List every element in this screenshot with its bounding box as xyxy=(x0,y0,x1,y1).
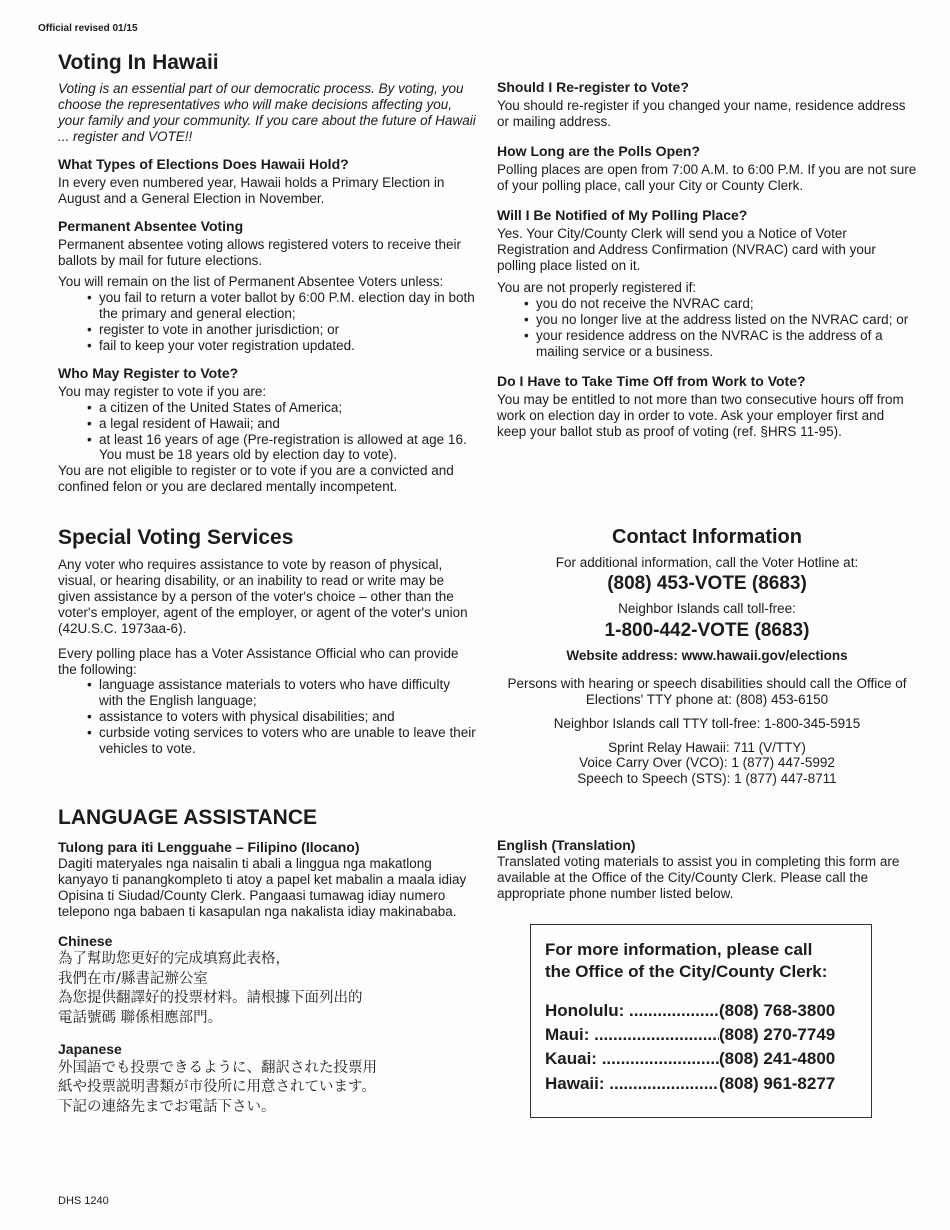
reregister-text: You should re-register if you changed your name, residence address or mailing address. xyxy=(497,98,906,130)
absentee-section xyxy=(58,217,476,354)
website-address: Website address: www.hawaii.gov/elections xyxy=(566,647,848,663)
time-off-section xyxy=(497,372,917,440)
election-types-text: In every even numbered year, Hawaii holds a Primary Election in August and a General Election in November. xyxy=(58,175,445,206)
time-off-text: You may be entitled to not more than two consecutive hours off from work on election day in order to vote. Ask your employer first and keep your ballot stub as proof of voting (ref. §HRS 11-95). xyxy=(497,391,904,439)
who-register-heading: Who May Register to Vote? xyxy=(58,364,239,381)
county-name: Honolulu: ..... xyxy=(545,999,719,1023)
chinese-line: 我們在市/縣書記辦公室 xyxy=(58,970,208,987)
clerk-phone-list xyxy=(545,999,871,1096)
chinese-heading: Chinese xyxy=(58,932,113,949)
english-text: Translated voting materials to assist you in completing this form are available at the Office of the City/County Clerk. Please call the appropriate phone number listed below. xyxy=(497,854,900,902)
list-item: • you fail to return a voter ballot by 6:00 P.M. election day in both the primary and general election; xyxy=(58,290,476,322)
list-item: • at least 16 years of age (Pre-registration is allowed at age 16. You must be 18 years old by election day to vote). xyxy=(58,432,476,464)
language-assistance-section xyxy=(58,806,476,1117)
absentee-text: Permanent absentee voting allows registered voters to receive their ballots by mail for future elections. xyxy=(58,237,461,269)
list-item: • a legal resident of Hawaii; and xyxy=(58,416,476,432)
polls-text: Polling places are open from 7:00 A.M. to 6:00 P.M. If you are not sure of your polling place, call your City or County Clerk. xyxy=(497,162,917,194)
notified-section xyxy=(497,206,917,360)
special-p1: Any voter who requires assistance to vote by reason of physical, visual, or hearing disability, or an inability to read or write may be given assistance by a person of the voter's choice – other than the voter's employer, agent of the employer, or agent of the voter's union (42U.S.C. 1973aa-6). xyxy=(58,557,468,636)
list-item: • you do not receive the NVRAC card; xyxy=(497,296,917,312)
clerk-title-line: For more information, please call xyxy=(545,940,813,959)
japanese-line: 下記の連絡先までお電話下さい。 xyxy=(58,1098,276,1115)
language-title: LANGUAGE ASSISTANCE xyxy=(58,806,318,829)
special-p2: Every polling place has a Voter Assistance Official who can provide the following: xyxy=(58,645,459,677)
voting-in-hawaii-section xyxy=(58,50,476,495)
polls-section xyxy=(497,142,917,194)
hotline-lead: For additional information, call the Voter Hotline at: xyxy=(555,555,859,570)
absentee-lead: You will remain on the list of Permanent Absentee Voters unless: xyxy=(58,273,444,289)
county-phone: (808) 270-7749 xyxy=(719,1025,836,1045)
contact-section xyxy=(497,526,917,787)
japanese-line: 紙や投票説明書類が市役所に用意されています。 xyxy=(58,1079,376,1096)
islands-lead: Neighbor Islands call toll-free: xyxy=(618,600,796,616)
county-name: Kauai: ..... xyxy=(545,1047,719,1071)
clerk-phone-row xyxy=(545,1023,871,1047)
japanese-heading: Japanese xyxy=(58,1041,122,1058)
relay-line: Sprint Relay Hawaii: 711 (V/TTY) xyxy=(608,739,806,755)
voting-faq-right xyxy=(497,78,917,440)
absentee-heading: Permanent Absentee Voting xyxy=(58,217,244,234)
ilocano-text: Dagiti materyales nga naisalin ti abali a linggua nga makatlong kanyayo ti panangkompleto ti atoy a papel ket mabalin a maala idiay Opisina ti Siudad/County Clerk. Pangaasi tumawag idiay numero telepono nga babaen ti kasapulan nga nakalista idiay makinababa. xyxy=(58,856,467,919)
revision-date: Official revised 01/15 xyxy=(38,23,138,34)
japanese-text xyxy=(58,1059,476,1118)
time-off-heading: Do I Have to Take Time Off from Work to Vote? xyxy=(497,372,806,389)
who-register-note: You are not eligible to register or to vote if you are a convicted and confined felon or you are declared mentally incompetent. xyxy=(58,463,454,495)
notified-lead: You are not properly registered if: xyxy=(497,280,697,296)
tty-info: Persons with hearing or speech disabilities should call the Office of Elections' TTY phone at: (808) 453-6150 xyxy=(507,675,907,707)
tollfree-number: 1-800-442-VOTE (8683) xyxy=(604,619,810,641)
clerk-phone-row xyxy=(545,1047,871,1071)
chinese-line: 電話號碼 聯係相應部門。 xyxy=(58,1009,223,1026)
who-register-section xyxy=(58,364,476,496)
special-list xyxy=(58,677,476,757)
county-name: Maui: ..... xyxy=(545,1023,719,1047)
ilocano-heading: Tulong para iti Lengguahe – Filipino (Ilocano) xyxy=(58,839,360,855)
english-translation-section xyxy=(497,836,917,902)
county-phone: (808) 768-3800 xyxy=(719,1001,836,1021)
election-types-section xyxy=(58,155,476,207)
voting-intro: Voting is an essential part of our democratic process. By voting, you choose the representatives who will make decisions affecting you, your family and your community. If you care about the future of Hawaii ... register and VOTE!! xyxy=(58,81,476,144)
tty-islands: Neighbor Islands call TTY toll-free: 1-800-345-5915 xyxy=(553,715,861,731)
county-phone: (808) 241-4800 xyxy=(719,1049,836,1069)
english-heading: English (Translation) xyxy=(497,837,636,853)
who-register-lead: You may register to vote if you are: xyxy=(58,383,267,399)
list-item: • fail to keep your voter registration updated. xyxy=(58,338,476,354)
clerk-phone-row xyxy=(545,1072,871,1096)
special-title: Special Voting Services xyxy=(58,526,294,549)
notified-text: Yes. Your City/County Clerk will send you a Notice of Voter Registration and Address Confirmation (NVRAC) card with your polling place listed on it. xyxy=(497,226,876,274)
japanese-line: 外国語でも投票できるように、翻訳された投票用 xyxy=(58,1059,377,1076)
voting-title: Voting In Hawaii xyxy=(58,51,219,74)
list-item: • curbside voting services to voters who are unable to leave their vehicles to vote. xyxy=(58,725,476,757)
list-item: • your residence address on the NVRAC is the address of a mailing service or a business. xyxy=(497,328,917,360)
voter-hotline-number: (808) 453-VOTE (8683) xyxy=(607,572,807,594)
county-phone: (808) 961-8277 xyxy=(719,1073,836,1093)
chinese-text xyxy=(58,950,476,1028)
relay-services xyxy=(497,740,917,788)
chinese-line: 為了幫助您更好的完成填寫此表格， xyxy=(58,951,290,968)
who-register-list xyxy=(58,400,476,464)
election-types-heading: What Types of Elections Does Hawaii Hold? xyxy=(58,155,349,172)
absentee-list xyxy=(58,290,476,354)
polls-heading: How Long are the Polls Open? xyxy=(497,143,701,160)
relay-line: Speech to Speech (STS): 1 (877) 447-8711 xyxy=(577,771,837,787)
special-voting-section xyxy=(58,526,476,757)
notified-heading: Will I Be Notified of My Polling Place? xyxy=(497,207,748,224)
clerk-phone-row xyxy=(545,999,871,1023)
notified-list xyxy=(497,296,917,360)
county-name: Hawaii: ..... xyxy=(545,1072,719,1096)
clerk-box-title xyxy=(545,939,871,983)
clerk-contact-box xyxy=(530,924,872,1118)
list-item: • you no longer live at the address listed on the NVRAC card; or xyxy=(497,312,917,328)
chinese-line: 為您提供翻譯好的投票材料。請根據下面列出的 xyxy=(58,990,363,1007)
form-id: DHS 1240 xyxy=(58,1195,109,1207)
reregister-section xyxy=(497,78,917,130)
list-item: • register to vote in another jurisdiction; or xyxy=(58,322,476,338)
reregister-heading: Should I Re-register to Vote? xyxy=(497,79,689,95)
list-item: • language assistance materials to voters who have difficulty with the English language; xyxy=(58,677,476,709)
relay-line: Voice Carry Over (VCO): 1 (877) 447-5992 xyxy=(579,755,835,771)
list-item: • assistance to voters with physical disabilities; and xyxy=(58,709,476,725)
clerk-title-line: the Office of the City/County Clerk: xyxy=(545,962,828,982)
contact-title: Contact Information xyxy=(612,526,802,548)
list-item: • a citizen of the United States of America; xyxy=(58,400,476,416)
